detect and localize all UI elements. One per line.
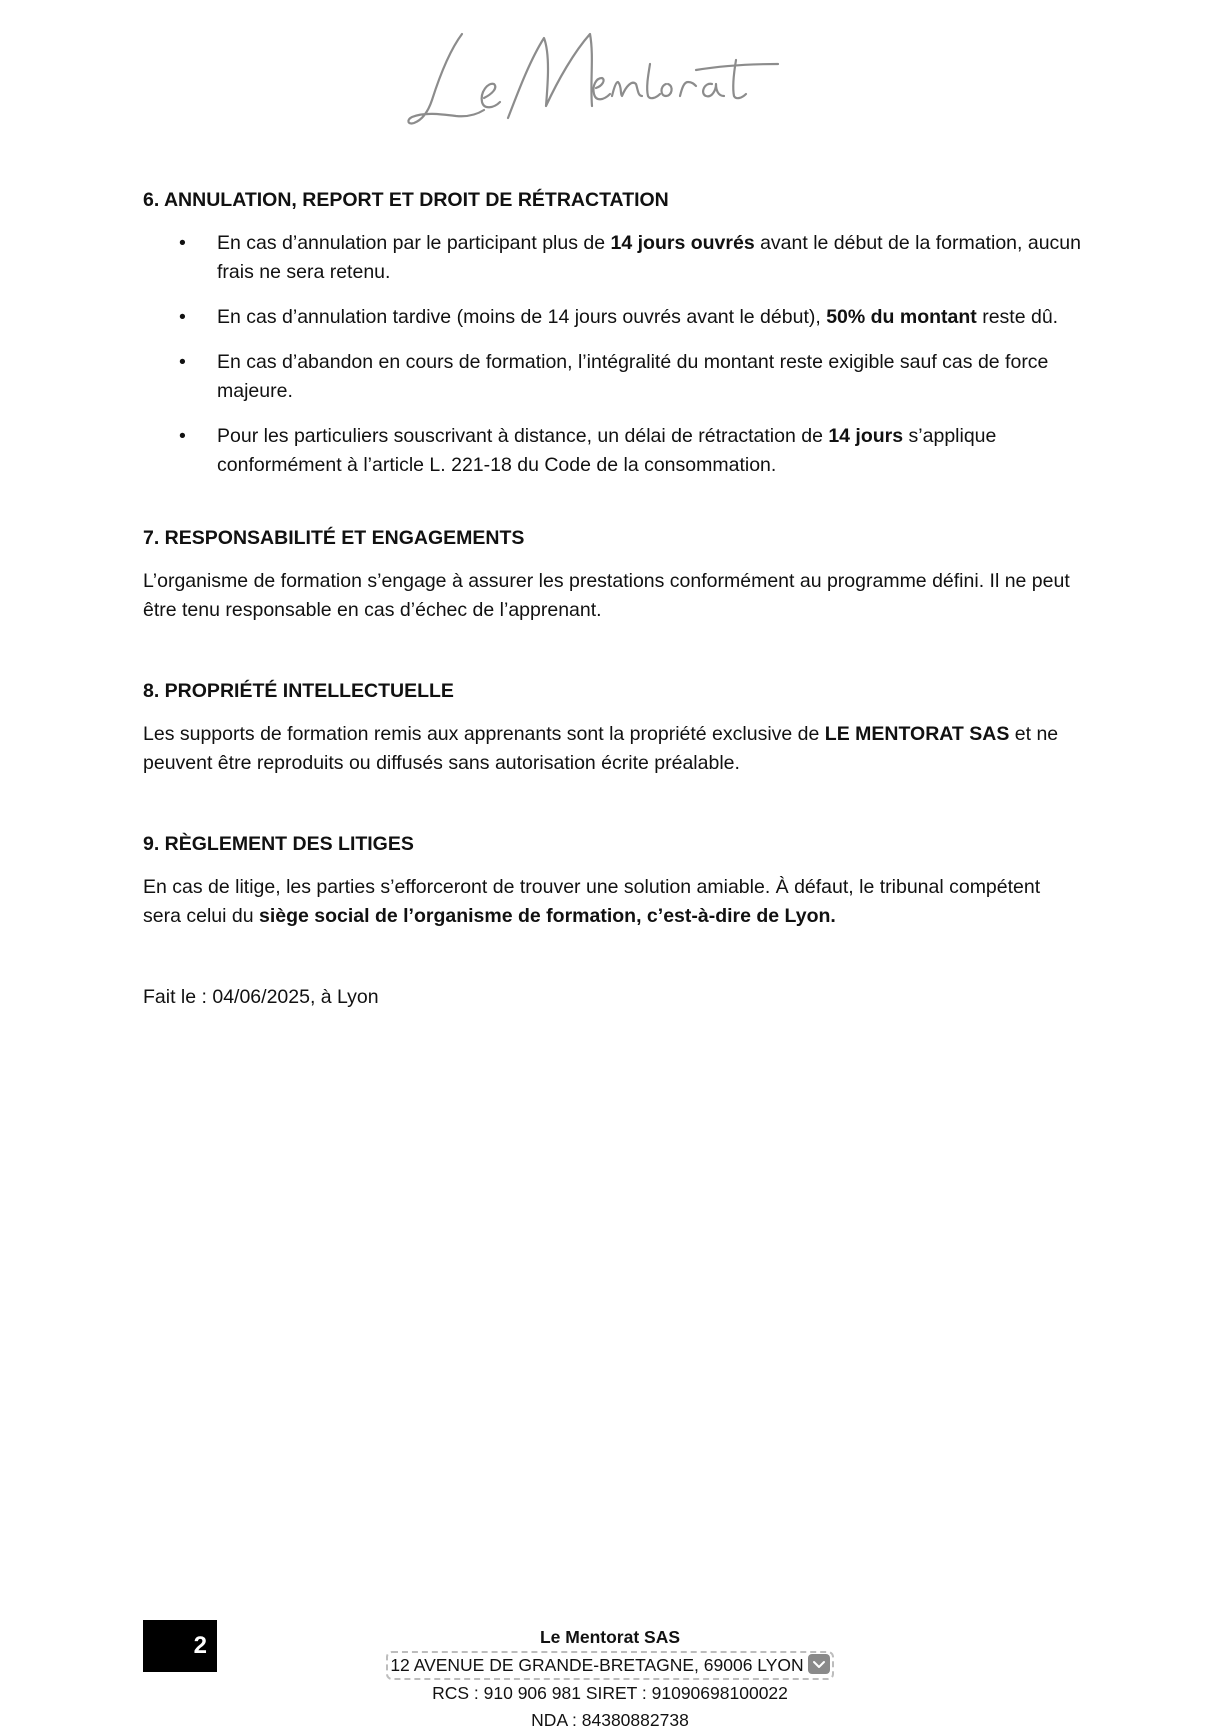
bullet-text: En cas d’annulation tardive (moins de 14 jours ouvrés avant le début), — [217, 306, 827, 328]
footer-rcs: RCS : 910 906 981 SIRET : 91090698100022 — [432, 1683, 788, 1703]
list-item — [143, 303, 1083, 332]
footer-company: Le Mentorat SAS — [539, 1627, 681, 1647]
bullet-dot: • — [179, 232, 186, 254]
footer-address-field[interactable] — [386, 1651, 833, 1680]
footer-address: 12 AVENUE DE GRANDE-BRETAGNE, 69006 LYON — [390, 1655, 804, 1675]
section-responsibility — [143, 524, 1083, 625]
footer — [380, 1624, 840, 1734]
section-title: 7. RESPONSABILITÉ ET ENGAGEMENTS — [143, 527, 525, 549]
section-title: 9. RÈGLEMENT DES LITIGES — [143, 833, 414, 855]
list-item — [143, 348, 1083, 406]
paragraph-bold: siège social de l’organisme de formation, c’est-à-dire de Lyon. — [258, 905, 836, 927]
paragraph: L’organisme de formation s’engage à assurer les prestations conformément au programme défini. Il ne peut être tenu responsable en cas d’échec de l’apprenant. — [143, 570, 1070, 621]
bullet-text: Pour les particuliers souscrivant à distance, un délai de rétractation de — [217, 425, 829, 447]
list-item — [143, 229, 1083, 287]
bullet-dot: • — [179, 306, 186, 328]
bullet-bold: 14 jours ouvrés — [610, 232, 755, 254]
section-title: 6. ANNULATION, REPORT ET DROIT DE RÉTRACTATION — [143, 189, 669, 211]
bullet-bold: 14 jours — [828, 425, 904, 447]
bullet-list — [143, 229, 1083, 480]
section-cancellation — [143, 186, 1083, 480]
bullet-dot: • — [179, 425, 186, 447]
section-intellectual-property — [143, 677, 1083, 778]
paragraph-bold: LE MENTORAT SAS — [824, 723, 1010, 745]
paragraph — [143, 873, 1083, 931]
list-item — [143, 422, 1083, 480]
signature-date: Fait le : 04/06/2025, à Lyon — [143, 986, 379, 1008]
bullet-text: avant le début de la formation, aucun frais ne sera retenu. — [217, 232, 1081, 283]
paragraph-text: Les supports de formation remis aux apprenants sont la propriété exclusive de — [143, 723, 825, 745]
section-disputes — [143, 830, 1083, 931]
bullet-text: En cas d’annulation par le participant plus de — [217, 232, 611, 254]
chevron-down-icon[interactable] — [808, 1654, 830, 1674]
page-number: 2 — [143, 1620, 217, 1672]
footer-nda: NDA : 84380882738 — [531, 1710, 689, 1730]
bullet-text: En cas d’abandon en cours de formation, l’intégralité du montant reste exigible sauf cas de force majeure. — [217, 351, 1049, 402]
paragraph — [143, 720, 1083, 778]
bullet-bold: 50% du montant — [826, 306, 977, 328]
paragraph-text: En cas de litige, les parties s’efforceront de trouver une solution amiable. À défaut, le tribunal compétent sera celui du — [143, 876, 1041, 927]
bullet-text: reste dû. — [976, 306, 1059, 328]
bullet-text: s’applique conformément à l’article L. 221-18 du Code de la consommation. — [217, 425, 997, 476]
paragraph-text: et ne peuvent être reproduits ou diffusés sans autorisation écrite préalable. — [143, 723, 1059, 774]
bullet-dot: • — [179, 351, 186, 373]
le-mentorat-logo — [400, 20, 830, 135]
document-body — [143, 186, 1083, 1012]
section-title: 8. PROPRIÉTÉ INTELLECTUELLE — [143, 680, 454, 702]
